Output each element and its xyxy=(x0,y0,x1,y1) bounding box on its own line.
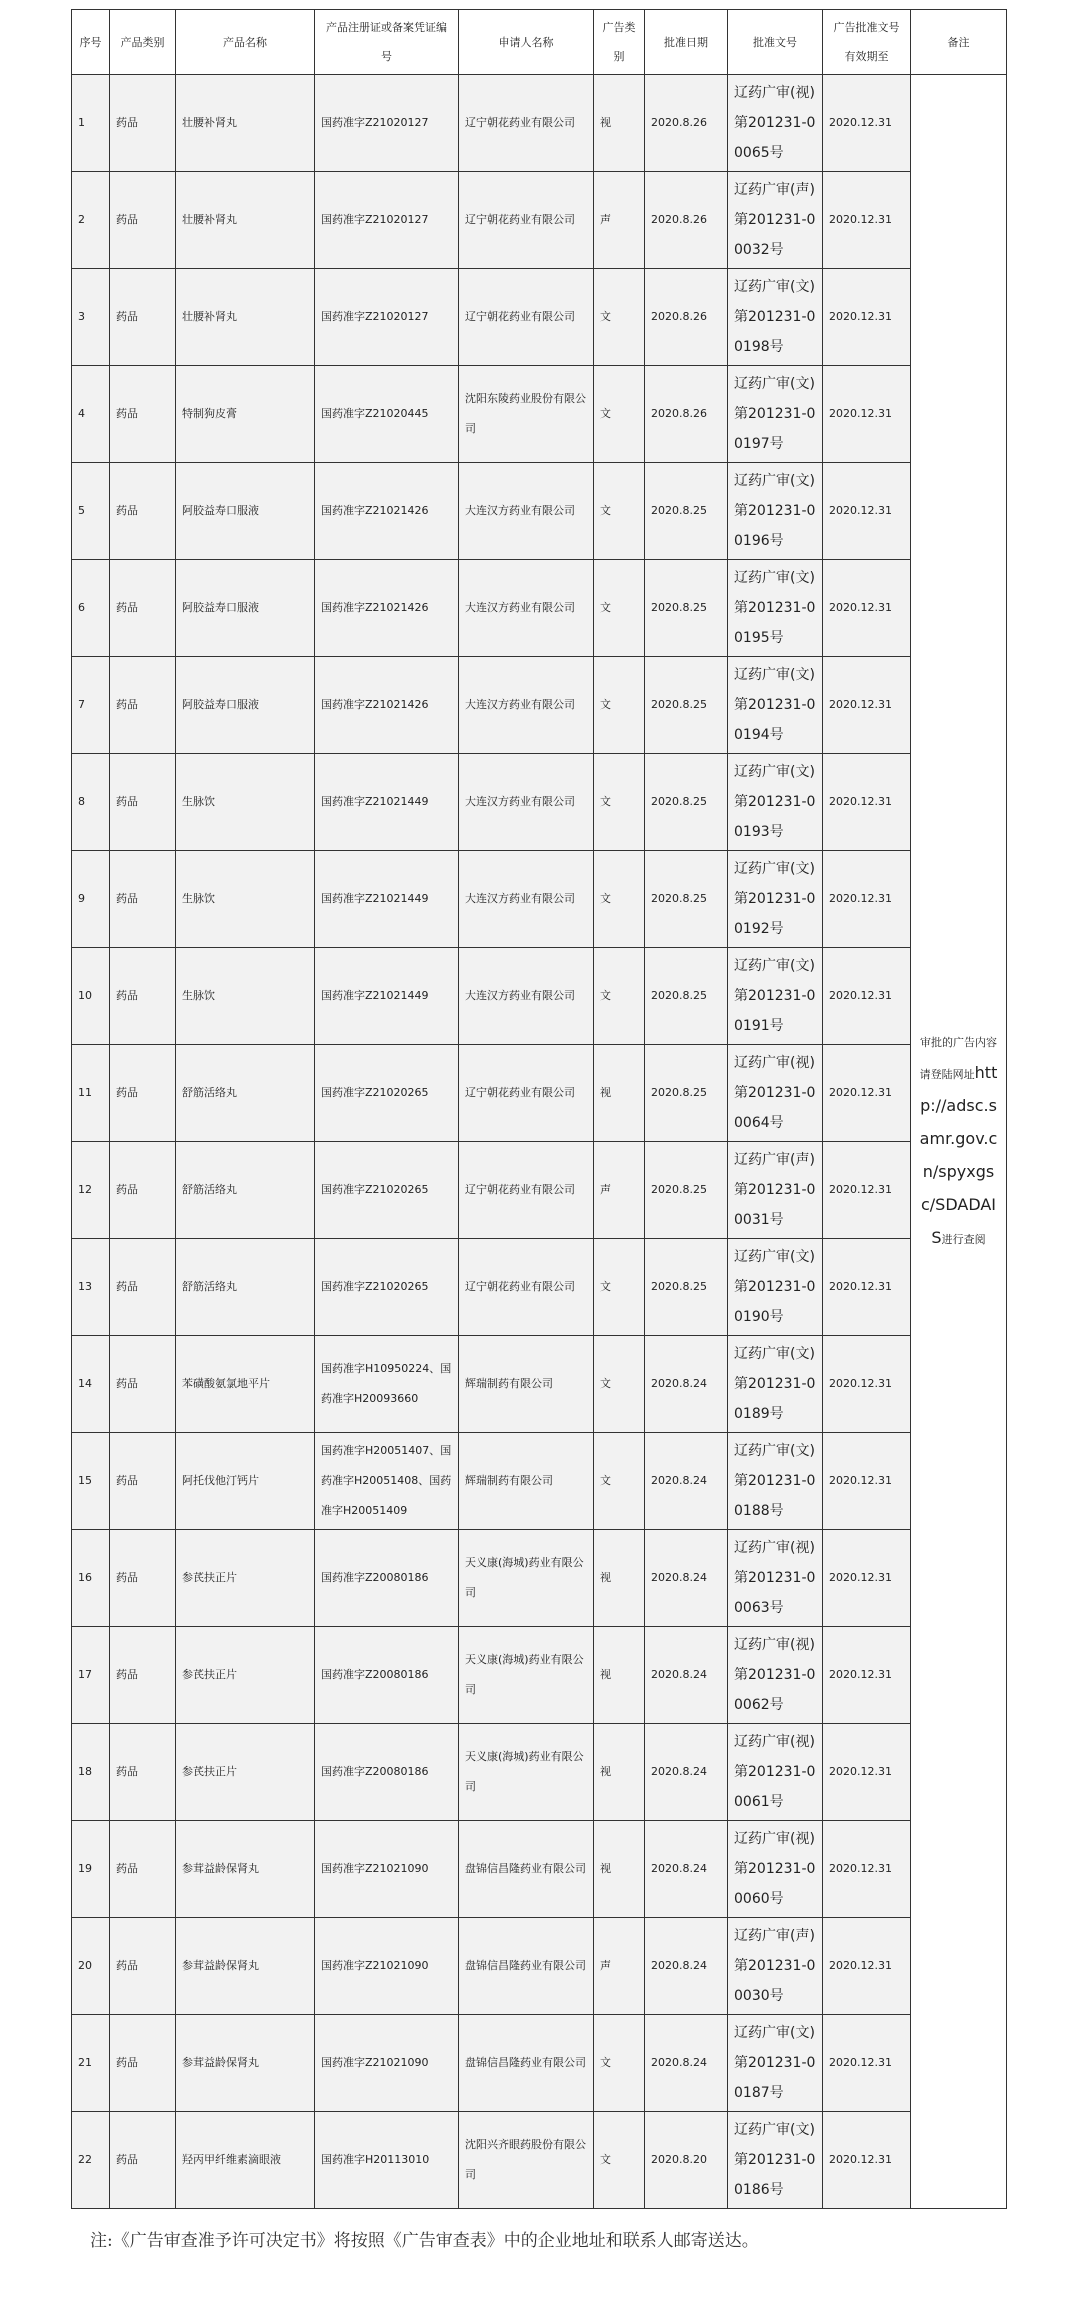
applicant-name: 盘锦信昌隆药业有限公司 xyxy=(459,2015,594,2112)
registration-number: 国药准字Z20080186 xyxy=(315,1627,459,1724)
registration-number: 国药准字Z21020265 xyxy=(315,1045,459,1142)
approval-number: 辽药广审(文)第201231-00191号 xyxy=(728,948,823,1045)
approval-date: 2020.8.24 xyxy=(645,1918,728,2015)
table-row xyxy=(72,657,1007,754)
approval-number: 辽药广审(文)第201231-00198号 xyxy=(728,269,823,366)
approval-number: 辽药广审(文)第201231-00197号 xyxy=(728,366,823,463)
approval-date: 2020.8.26 xyxy=(645,269,728,366)
approval-number: 辽药广审(视)第201231-00065号 xyxy=(728,75,823,172)
applicant-name: 辽宁朝花药业有限公司 xyxy=(459,1142,594,1239)
registration-number: 国药准字H20113010 xyxy=(315,2112,459,2209)
approval-date: 2020.8.25 xyxy=(645,1045,728,1142)
table-row xyxy=(72,1433,1007,1530)
table-row xyxy=(72,172,1007,269)
registration-number: 国药准字Z21021090 xyxy=(315,1821,459,1918)
approval-number: 辽药广审(声)第201231-00031号 xyxy=(728,1142,823,1239)
product-name: 阿胶益寿口服液 xyxy=(176,463,315,560)
table-row xyxy=(72,1239,1007,1336)
product-category: 药品 xyxy=(110,560,176,657)
applicant-name: 大连汉方药业有限公司 xyxy=(459,851,594,948)
product-category: 药品 xyxy=(110,1821,176,1918)
footnote: 注:《广告审查准予许可决定书》将按照《广告审查表》中的企业地址和联系人邮寄送达。 xyxy=(90,2231,759,2251)
product-category: 药品 xyxy=(110,1142,176,1239)
registration-number: 国药准字Z21020445 xyxy=(315,366,459,463)
table-row xyxy=(72,1918,1007,2015)
product-category: 药品 xyxy=(110,172,176,269)
applicant-name: 大连汉方药业有限公司 xyxy=(459,948,594,1045)
applicant-name: 辽宁朝花药业有限公司 xyxy=(459,269,594,366)
registration-number: 国药准字Z21021090 xyxy=(315,2015,459,2112)
applicant-name: 辉瑞制药有限公司 xyxy=(459,1336,594,1433)
approval-date: 2020.8.25 xyxy=(645,1239,728,1336)
valid-until: 2020.12.31 xyxy=(823,560,911,657)
product-name: 参芪扶正片 xyxy=(176,1724,315,1821)
product-category: 药品 xyxy=(110,366,176,463)
ad-type: 视 xyxy=(594,75,645,172)
approval-date: 2020.8.24 xyxy=(645,1433,728,1530)
approval-number: 辽药广审(视)第201231-00064号 xyxy=(728,1045,823,1142)
valid-until: 2020.12.31 xyxy=(823,269,911,366)
product-name: 生脉饮 xyxy=(176,851,315,948)
applicant-name: 大连汉方药业有限公司 xyxy=(459,463,594,560)
approval-number: 辽药广审(视)第201231-00062号 xyxy=(728,1627,823,1724)
row-number: 1 xyxy=(72,75,110,172)
ad-type: 文 xyxy=(594,269,645,366)
row-number: 16 xyxy=(72,1530,110,1627)
product-category: 药品 xyxy=(110,1918,176,2015)
table-body xyxy=(72,75,1007,2209)
table-row xyxy=(72,1724,1007,1821)
applicant-name: 大连汉方药业有限公司 xyxy=(459,560,594,657)
row-number: 8 xyxy=(72,754,110,851)
remark-url: http://adsc.samr.gov.cn/spyxgsc/SDADAIS xyxy=(919,1062,998,1247)
ad-type: 声 xyxy=(594,1918,645,2015)
product-name: 参芪扶正片 xyxy=(176,1627,315,1724)
ad-type: 文 xyxy=(594,366,645,463)
row-number: 3 xyxy=(72,269,110,366)
remark-cell xyxy=(911,75,1007,2209)
approval-number: 辽药广审(文)第201231-00186号 xyxy=(728,2112,823,2209)
approval-number: 辽药广审(视)第201231-00063号 xyxy=(728,1530,823,1627)
product-category: 药品 xyxy=(110,1724,176,1821)
row-number: 20 xyxy=(72,1918,110,2015)
valid-until: 2020.12.31 xyxy=(823,1433,911,1530)
table-row xyxy=(72,851,1007,948)
valid-until: 2020.12.31 xyxy=(823,1724,911,1821)
registration-number: 国药准字Z21021449 xyxy=(315,948,459,1045)
applicant-name: 天义康(海城)药业有限公司 xyxy=(459,1627,594,1724)
applicant-name: 辽宁朝花药业有限公司 xyxy=(459,172,594,269)
valid-until: 2020.12.31 xyxy=(823,75,911,172)
applicant-name: 辉瑞制药有限公司 xyxy=(459,1433,594,1530)
valid-until: 2020.12.31 xyxy=(823,1045,911,1142)
valid-until: 2020.12.31 xyxy=(823,2015,911,2112)
product-category: 药品 xyxy=(110,2015,176,2112)
approval-number: 辽药广审(文)第201231-00190号 xyxy=(728,1239,823,1336)
approval-number: 辽药广审(文)第201231-00189号 xyxy=(728,1336,823,1433)
product-name: 舒筋活络丸 xyxy=(176,1045,315,1142)
table-row xyxy=(72,1336,1007,1433)
table-row xyxy=(72,1045,1007,1142)
approval-number: 辽药广审(视)第201231-00060号 xyxy=(728,1821,823,1918)
row-number: 21 xyxy=(72,2015,110,2112)
table-row xyxy=(72,2112,1007,2209)
product-category: 药品 xyxy=(110,269,176,366)
registration-number: 国药准字Z21021090 xyxy=(315,1918,459,2015)
header-category: 产品类别 xyxy=(110,10,176,75)
valid-until: 2020.12.31 xyxy=(823,1336,911,1433)
product-name: 苯磺酸氨氯地平片 xyxy=(176,1336,315,1433)
approval-number: 辽药广审(文)第201231-00196号 xyxy=(728,463,823,560)
valid-until: 2020.12.31 xyxy=(823,1239,911,1336)
ad-type: 视 xyxy=(594,1724,645,1821)
valid-until: 2020.12.31 xyxy=(823,1627,911,1724)
product-name: 阿胶益寿口服液 xyxy=(176,657,315,754)
ad-type: 视 xyxy=(594,1821,645,1918)
registration-number: 国药准字Z21020127 xyxy=(315,75,459,172)
approval-date: 2020.8.24 xyxy=(645,1530,728,1627)
applicant-name: 辽宁朝花药业有限公司 xyxy=(459,75,594,172)
registration-number: 国药准字Z21021426 xyxy=(315,657,459,754)
ad-type: 视 xyxy=(594,1627,645,1724)
row-number: 11 xyxy=(72,1045,110,1142)
product-name: 舒筋活络丸 xyxy=(176,1142,315,1239)
product-name: 壮腰补肾丸 xyxy=(176,269,315,366)
registration-number: 国药准字Z21021449 xyxy=(315,851,459,948)
valid-until: 2020.12.31 xyxy=(823,1918,911,2015)
product-category: 药品 xyxy=(110,463,176,560)
header-type: 广告类别 xyxy=(594,10,645,75)
product-category: 药品 xyxy=(110,851,176,948)
header-remark: 备注 xyxy=(911,10,1007,75)
product-name: 参芪扶正片 xyxy=(176,1530,315,1627)
product-category: 药品 xyxy=(110,1239,176,1336)
row-number: 10 xyxy=(72,948,110,1045)
row-number: 12 xyxy=(72,1142,110,1239)
applicant-name: 盘锦信昌隆药业有限公司 xyxy=(459,1821,594,1918)
row-number: 19 xyxy=(72,1821,110,1918)
approval-date: 2020.8.24 xyxy=(645,1627,728,1724)
row-number: 22 xyxy=(72,2112,110,2209)
registration-number: 国药准字Z21021426 xyxy=(315,463,459,560)
applicant-name: 沈阳兴齐眼药股份有限公司 xyxy=(459,2112,594,2209)
ad-type: 文 xyxy=(594,463,645,560)
valid-until: 2020.12.31 xyxy=(823,948,911,1045)
valid-until: 2020.12.31 xyxy=(823,657,911,754)
applicant-name: 大连汉方药业有限公司 xyxy=(459,657,594,754)
product-name: 参茸益龄保肾丸 xyxy=(176,1821,315,1918)
product-category: 药品 xyxy=(110,1627,176,1724)
header-approval: 批准文号 xyxy=(728,10,823,75)
product-category: 药品 xyxy=(110,1433,176,1530)
product-name: 壮腰补肾丸 xyxy=(176,75,315,172)
approval-date: 2020.8.25 xyxy=(645,754,728,851)
table-row xyxy=(72,1627,1007,1724)
approval-date: 2020.8.24 xyxy=(645,1821,728,1918)
ad-type: 文 xyxy=(594,2015,645,2112)
applicant-name: 天义康(海城)药业有限公司 xyxy=(459,1724,594,1821)
registration-number: 国药准字Z21020127 xyxy=(315,269,459,366)
applicant-name: 辽宁朝花药业有限公司 xyxy=(459,1045,594,1142)
row-number: 15 xyxy=(72,1433,110,1530)
registration-number: 国药准字Z21020127 xyxy=(315,172,459,269)
table-row xyxy=(72,560,1007,657)
ad-type: 文 xyxy=(594,948,645,1045)
valid-until: 2020.12.31 xyxy=(823,851,911,948)
approval-date: 2020.8.24 xyxy=(645,1336,728,1433)
header-no: 序号 xyxy=(72,10,110,75)
approval-date: 2020.8.25 xyxy=(645,1142,728,1239)
valid-until: 2020.12.31 xyxy=(823,1530,911,1627)
valid-until: 2020.12.31 xyxy=(823,463,911,560)
table-row xyxy=(72,1821,1007,1918)
table-row xyxy=(72,463,1007,560)
product-name: 羟丙甲纤维素滴眼液 xyxy=(176,2112,315,2209)
approval-date: 2020.8.24 xyxy=(645,2015,728,2112)
product-name: 阿托伐他汀钙片 xyxy=(176,1433,315,1530)
table-row xyxy=(72,1530,1007,1627)
registration-number: 国药准字H20051407、国药准字H20051408、国药准字H20051409 xyxy=(315,1433,459,1530)
valid-until: 2020.12.31 xyxy=(823,1821,911,1918)
product-category: 药品 xyxy=(110,75,176,172)
approval-number: 辽药广审(视)第201231-00061号 xyxy=(728,1724,823,1821)
approval-date: 2020.8.25 xyxy=(645,657,728,754)
applicant-name: 大连汉方药业有限公司 xyxy=(459,754,594,851)
product-name: 参茸益龄保肾丸 xyxy=(176,2015,315,2112)
applicant-name: 盘锦信昌隆药业有限公司 xyxy=(459,1918,594,2015)
valid-until: 2020.12.31 xyxy=(823,754,911,851)
valid-until: 2020.12.31 xyxy=(823,172,911,269)
table-row xyxy=(72,269,1007,366)
product-category: 药品 xyxy=(110,754,176,851)
row-number: 2 xyxy=(72,172,110,269)
approval-date: 2020.8.25 xyxy=(645,560,728,657)
product-name: 参茸益龄保肾丸 xyxy=(176,1918,315,2015)
product-category: 药品 xyxy=(110,948,176,1045)
product-category: 药品 xyxy=(110,657,176,754)
ad-type: 文 xyxy=(594,560,645,657)
row-number: 5 xyxy=(72,463,110,560)
product-category: 药品 xyxy=(110,1336,176,1433)
approval-number: 辽药广审(文)第201231-00188号 xyxy=(728,1433,823,1530)
approval-number: 辽药广审(文)第201231-00193号 xyxy=(728,754,823,851)
header-applicant: 申请人名称 xyxy=(459,10,594,75)
approval-number: 辽药广审(文)第201231-00195号 xyxy=(728,560,823,657)
registration-number: 国药准字Z21020265 xyxy=(315,1239,459,1336)
row-number: 4 xyxy=(72,366,110,463)
header-reg: 产品注册证或备案凭证编号 xyxy=(315,10,459,75)
approval-number: 辽药广审(文)第201231-00194号 xyxy=(728,657,823,754)
header-name: 产品名称 xyxy=(176,10,315,75)
approval-date: 2020.8.26 xyxy=(645,75,728,172)
applicant-name: 辽宁朝花药业有限公司 xyxy=(459,1239,594,1336)
table-row xyxy=(72,2015,1007,2112)
table-row xyxy=(72,1142,1007,1239)
table-row xyxy=(72,366,1007,463)
product-category: 药品 xyxy=(110,1045,176,1142)
registration-number: 国药准字Z20080186 xyxy=(315,1724,459,1821)
row-number: 6 xyxy=(72,560,110,657)
approval-date: 2020.8.24 xyxy=(645,1724,728,1821)
row-number: 17 xyxy=(72,1627,110,1724)
valid-until: 2020.12.31 xyxy=(823,366,911,463)
table-row xyxy=(72,75,1007,172)
table-row xyxy=(72,754,1007,851)
registration-number: 国药准字Z21021449 xyxy=(315,754,459,851)
approval-number: 辽药广审(文)第201231-00192号 xyxy=(728,851,823,948)
product-name: 舒筋活络丸 xyxy=(176,1239,315,1336)
approval-date: 2020.8.26 xyxy=(645,366,728,463)
header-date: 批准日期 xyxy=(645,10,728,75)
approval-number: 辽药广审(声)第201231-00032号 xyxy=(728,172,823,269)
valid-until: 2020.12.31 xyxy=(823,2112,911,2209)
product-name: 特制狗皮膏 xyxy=(176,366,315,463)
approval-table xyxy=(71,9,1007,2209)
product-name: 生脉饮 xyxy=(176,754,315,851)
applicant-name: 天义康(海城)药业有限公司 xyxy=(459,1530,594,1627)
registration-number: 国药准字Z21021426 xyxy=(315,560,459,657)
product-name: 生脉饮 xyxy=(176,948,315,1045)
approval-date: 2020.8.25 xyxy=(645,948,728,1045)
ad-type: 文 xyxy=(594,1433,645,1530)
row-number: 14 xyxy=(72,1336,110,1433)
approval-date: 2020.8.25 xyxy=(645,851,728,948)
approval-number: 辽药广审(声)第201231-00030号 xyxy=(728,1918,823,2015)
ad-type: 文 xyxy=(594,1336,645,1433)
ad-type: 声 xyxy=(594,172,645,269)
row-number: 7 xyxy=(72,657,110,754)
product-category: 药品 xyxy=(110,1530,176,1627)
row-number: 13 xyxy=(72,1239,110,1336)
ad-type: 文 xyxy=(594,754,645,851)
registration-number: 国药准字Z20080186 xyxy=(315,1530,459,1627)
registration-number: 国药准字Z21020265 xyxy=(315,1142,459,1239)
product-name: 阿胶益寿口服液 xyxy=(176,560,315,657)
table-row xyxy=(72,948,1007,1045)
product-name: 壮腰补肾丸 xyxy=(176,172,315,269)
approval-date: 2020.8.25 xyxy=(645,463,728,560)
ad-type: 文 xyxy=(594,1239,645,1336)
row-number: 9 xyxy=(72,851,110,948)
ad-type: 声 xyxy=(594,1142,645,1239)
product-category: 药品 xyxy=(110,2112,176,2209)
valid-until: 2020.12.31 xyxy=(823,1142,911,1239)
approval-number: 辽药广审(文)第201231-00187号 xyxy=(728,2015,823,2112)
ad-type: 文 xyxy=(594,2112,645,2209)
applicant-name: 沈阳东陵药业股份有限公司 xyxy=(459,366,594,463)
ad-type: 文 xyxy=(594,851,645,948)
registration-number: 国药准字H10950224、国药准字H20093660 xyxy=(315,1336,459,1433)
ad-type: 视 xyxy=(594,1530,645,1627)
row-number: 18 xyxy=(72,1724,110,1821)
ad-type: 文 xyxy=(594,657,645,754)
header-valid: 广告批准文号有效期至 xyxy=(823,10,911,75)
remark-after: 进行查阅 xyxy=(941,1232,986,1246)
approval-date: 2020.8.26 xyxy=(645,172,728,269)
ad-type: 视 xyxy=(594,1045,645,1142)
header-row xyxy=(72,10,1007,75)
remark-before: 审批的广告内容请登陆网址 xyxy=(919,1035,997,1081)
approval-date: 2020.8.20 xyxy=(645,2112,728,2209)
